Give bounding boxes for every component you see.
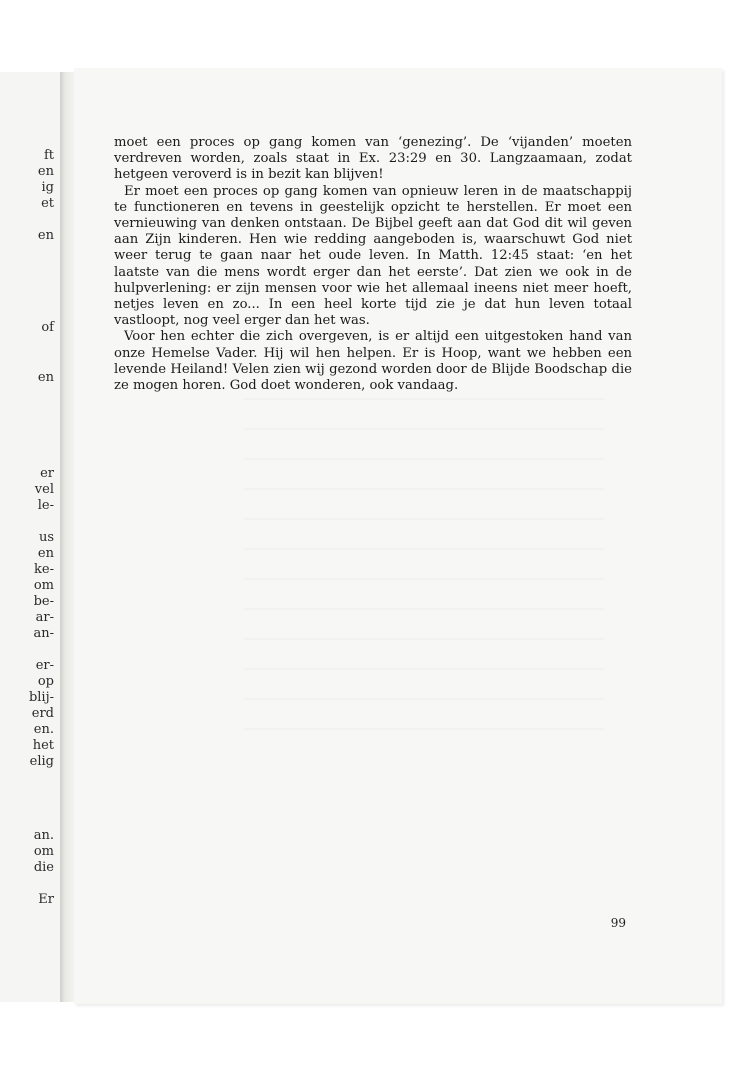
- left-page-fragment: er: [40, 466, 54, 481]
- bleed-through-text: [244, 398, 604, 758]
- left-page-fragment: ig: [41, 180, 54, 195]
- left-page-fragment: erd: [31, 706, 54, 721]
- left-page-fragment: die: [33, 860, 54, 875]
- page-text-block: [114, 135, 632, 394]
- left-page-fragment: en: [37, 546, 54, 561]
- left-page-fragment: an-: [33, 626, 54, 641]
- paragraph-1: moet een proces op gang komen van ‘genezing’. De ‘vijanden’ moeten verdreven worden, zoals staat in Ex. 23:29 en 30. Langzaamaan, zodat hetgeen veroverd is in bezit kan blijven!: [114, 135, 632, 183]
- paragraph-3: Voor hen echter die zich overgeven, is er altijd een uitgestoken hand van onze Hemelse Vader. Hij wil hen helpen. Er is Hoop, want we hebben een levende Heiland! Velen zien wij gezond worden door de Blijde Boodschap die ze mogen horen. God doet wonderen, ook vandaag.: [114, 329, 632, 394]
- left-page-fragment: elig: [29, 754, 54, 769]
- left-page-fragment: of: [41, 320, 54, 335]
- left-page-fragment: be-: [33, 594, 54, 609]
- left-page-fragment: Er: [38, 892, 54, 907]
- left-page: [0, 72, 60, 1002]
- left-page-fragment: us: [38, 530, 54, 545]
- book-gutter: [60, 72, 74, 1002]
- left-page-fragment: er-: [35, 658, 54, 673]
- left-page-fragment: et: [41, 196, 54, 211]
- left-page-fragment: en: [37, 164, 54, 179]
- left-page-fragment: om: [33, 844, 54, 859]
- left-page-fragment: vel: [34, 482, 54, 497]
- left-page-fragment: le-: [37, 498, 54, 513]
- left-page-fragment: ke-: [34, 562, 54, 577]
- left-page-fragment: an.: [33, 828, 54, 843]
- paragraph-2: Er moet een proces op gang komen van opnieuw leren in de maatschappij te functioneren en tevens in geestelijk opzicht te herstellen. Er moet een vernieuwing van denken ontstaan. De Bijbel geeft aan dat God dit wil geven aan Zijn kinderen. Hen wie redding aangeboden is, waarschuwt God niet weer terug te gaan naar het oude leven. In Matth. 12:45 staat: ‘en het laatste van die mens wordt erger dan het eerste’. Dat zien we ook in de hulpverlening: er zijn mensen voor wie het allemaal ineens niet meer hoeft, netjes leven en zo... In een heel korte tijd zie je dat hun leven totaal vastloopt, nog veel erger dan het was.: [114, 183, 632, 329]
- left-page-fragment: en.: [33, 722, 54, 737]
- left-page-fragment: ar-: [35, 610, 54, 625]
- right-page: [74, 68, 722, 1004]
- left-page-fragment: het: [32, 738, 54, 753]
- page-number: 99: [610, 916, 626, 930]
- left-page-fragment: ft: [43, 148, 54, 163]
- left-page-fragment: op: [37, 674, 54, 689]
- left-page-fragment: en: [37, 228, 54, 243]
- left-page-fragment: blij-: [28, 690, 54, 705]
- left-page-fragment: om: [33, 578, 54, 593]
- left-page-fragment: en: [37, 370, 54, 385]
